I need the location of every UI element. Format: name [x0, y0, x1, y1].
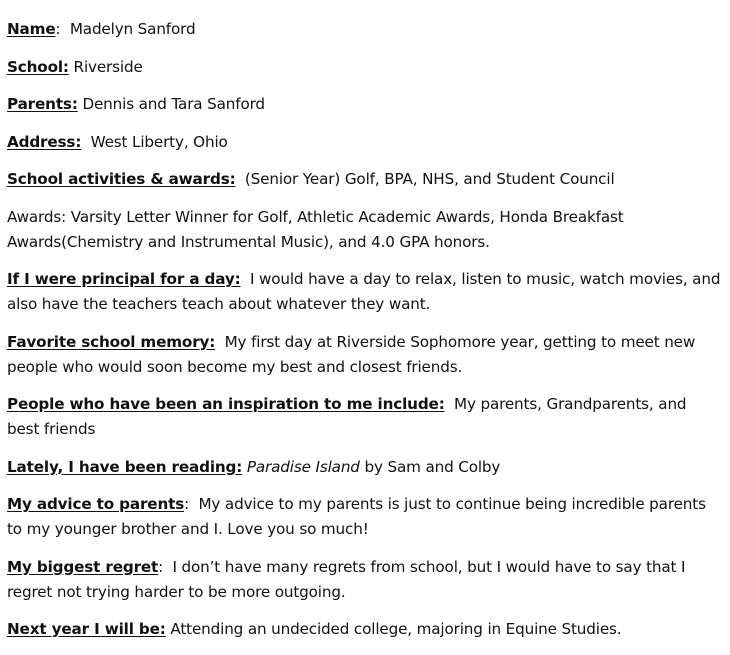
advice-value: My advice to my parents is just to continue being incredible parents to my younger brother and I. Love you so much!	[7, 495, 706, 538]
principal-label: If I were principal for a day:	[7, 270, 241, 288]
address-row	[7, 130, 723, 155]
advice-colon: :	[184, 495, 190, 513]
next-year-label: Next year I will be:	[7, 620, 166, 638]
regret-value: I don’t have many regrets from school, but I would have to say that I regret not trying harder to be more outgoing.	[7, 557, 686, 601]
inspiration-label: People who have been an inspiration to me include:	[7, 395, 445, 413]
principal-row	[7, 267, 723, 317]
next-year-row	[7, 617, 723, 642]
principal-value: I would have a day to relax, listen to music, watch movies, and also have the teachers teach about whatever they want.	[7, 270, 721, 313]
inspiration-row	[7, 392, 723, 442]
student-profile-document	[7, 17, 723, 655]
inspiration-value: My parents, Grandparents, and best friends	[7, 395, 687, 438]
activities-row	[7, 167, 723, 192]
next-year-value: Attending an undecided college, majoring in Equine Studies.	[170, 620, 622, 638]
advice-label: My advice to parents	[7, 495, 185, 513]
advice-row	[7, 492, 723, 542]
reading-book-author: by Sam and Colby	[364, 457, 501, 476]
name-value: Madelyn Sanford	[69, 20, 196, 38]
regret-row	[7, 555, 723, 605]
reading-label: Lately, I have been reading:	[7, 457, 243, 476]
regret-label: My biggest regret	[7, 557, 159, 576]
parents-label: Parents:	[7, 95, 78, 113]
awards-row	[7, 205, 723, 255]
regret-colon: :	[158, 557, 164, 576]
activities-value: (Senior Year) Golf, BPA, NHS, and Student Council	[244, 170, 615, 188]
school-value: Riverside	[73, 57, 143, 76]
school-label: School:	[7, 57, 69, 76]
name-colon: :	[55, 20, 61, 38]
school-row	[7, 55, 723, 80]
name-label: Name	[7, 20, 56, 38]
address-value: West Liberty, Ohio	[90, 132, 228, 151]
reading-book-title: Paradise Island	[246, 457, 360, 476]
memory-row	[7, 330, 723, 380]
memory-label: Favorite school memory:	[7, 332, 216, 351]
reading-row	[7, 455, 723, 480]
address-label: Address:	[7, 132, 82, 151]
name-row	[7, 17, 723, 42]
memory-value: My first day at Riverside Sophomore year, getting to meet new people who would soon become my best and closest friends.	[7, 332, 696, 376]
parents-value: Dennis and Tara Sanford	[82, 95, 265, 113]
activities-label: School activities & awards:	[7, 170, 236, 188]
awards-text: Awards: Varsity Letter Winner for Golf, Athletic Academic Awards, Honda Breakfast Awards(Chemistry and Instrumental Music), and 4.0 GPA honors.	[7, 207, 624, 251]
parents-row	[7, 92, 723, 117]
